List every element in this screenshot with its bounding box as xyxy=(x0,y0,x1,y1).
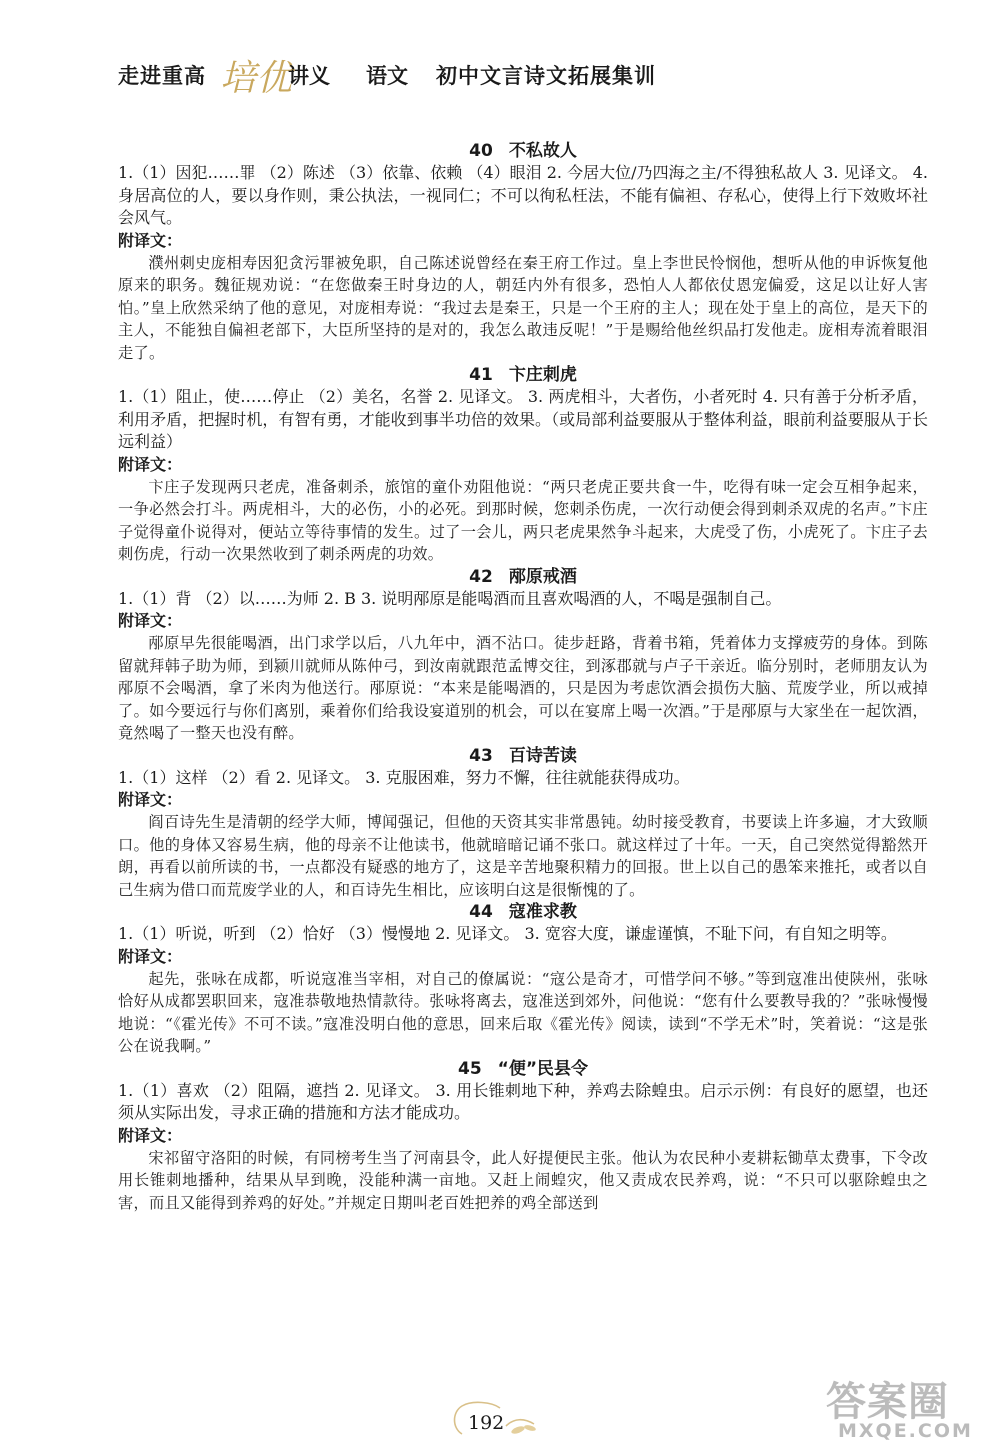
translation-text: 卞庄子发现两只老虎，准备刺杀，旅馆的童仆劝阻他说：“两只老虎正要共食一牛，吃得有味一定会互相争起来，一争必然会打斗。两虎相斗，大的必伤，小的必死。到那时候，您刺杀伤虎，一次行动便会得到刺杀双虎的名声。”卞庄子觉得童仆说得对，便站立等待事情的发生。过了一会儿，两只老虎果然争斗起来，大虎受了伤，小虎死了。卞庄子去刺伤虎，行动一次果然收到了刺杀两虎的功效。 xyxy=(118,477,928,563)
answer-text: 1.（1）阻止，使……停止 （2）美名，名誉 2. 见译文。 3. 两虎相斗，大者伤，小者死时 4. 只有善于分析矛盾，利用矛盾，把握时机，有智有勇，才能收到事半功倍的效果。（或局部利益要服从于整体利益，眼前利益要服从于长远利益） xyxy=(118,387,928,451)
section-number: 45 xyxy=(457,1058,482,1079)
section-title xyxy=(118,364,928,386)
brand-name: 走进重高 xyxy=(118,64,206,88)
section-number: 42 xyxy=(469,566,493,587)
translation-label: 附译文： xyxy=(118,1125,183,1145)
page-number: 192 xyxy=(468,1412,505,1434)
section-title xyxy=(118,901,928,923)
watermark-url: MXQE.COM xyxy=(838,1420,973,1442)
section-number: 44 xyxy=(469,902,493,922)
answer-text: 1.（1）因犯……罪 （2）陈述 （3）依靠、依赖 （4）眼泪 2. 今居大位/乃四海之主/不得独私故人 3. 见译文。 4. 身居高位的人，要以身作则，秉公执法，一视同仁；不可以徇私枉法，不能有偏袒、存私心，使得上行下效败坏社会风气。 xyxy=(118,163,928,227)
translation-text: 濮州刺史庞相寿因犯贪污罪被免职，自己陈述说曾经在秦王府工作过。皇上李世民怜悯他，想听从他的申诉恢复他原来的职务。魏征规劝说：“在您做秦王时身边的人，朝廷内外有很多，恐怕人人都依仗恩宠偏爱，这足以让好人害怕。”皇上欣然采纳了他的意见，对庞相寿说：“我过去是秦王，只是一个王府的主人；现在处于皇上的高位，是天下的主人，不能独自偏袒老部下，大臣所坚持的是对的，我怎么敢违反呢！”于是赐给他丝织品打发他走。庞相寿流着眼泪走了。 xyxy=(118,253,928,362)
translation-text: 宋祁留守洛阳的时候，有同榜考生当了河南县令，此人好提便民主张。他认为农民种小麦耕耘锄草太费事，下令改用长锥刺地播种，结果从早到晚，没能种满一亩地。又赶上闹蝗灾，他又责成农民养鸡，说：“不只可以驱除蝗虫之害，而且又能得到养鸡的好处。”并规定日期叫老百姓把养的鸡全部送到 xyxy=(118,1148,928,1212)
page-header xyxy=(118,50,678,110)
translation-label: 附译文： xyxy=(118,230,183,250)
watermark-text: 答案圈 xyxy=(826,1379,949,1425)
section-title xyxy=(118,1058,928,1080)
answer-text: 1.（1）背 （2）以……为师 2. B 3. 说明邴原是能喝酒而且喜欢喝酒的人，不喝是强制自己。 xyxy=(118,588,782,608)
section-name: 寇准求教 xyxy=(508,902,577,922)
book-title: 初中文言诗文拓展集训 xyxy=(436,64,656,88)
section-number: 40 xyxy=(469,141,493,161)
brand-logo: 培优 xyxy=(220,58,293,99)
subject-name: 语文 xyxy=(366,64,408,88)
page-footer xyxy=(448,1400,548,1444)
answer-content xyxy=(118,140,928,1214)
section-title xyxy=(118,566,928,588)
translation-text: 阎百诗先生是清朝的经学大师，博闻强记，但他的天资其实非常愚钝。幼时接受教育，书要读上许多遍，才大致顺口。他的身体又容易生病，他的母亲不让他读书，他就暗暗记诵不张口。就这样过了十年。一天，自己突然觉得豁然开朗，再看以前所读的书，一点都没有疑惑的地方了，这是辛苦地聚积精力的回报。世上以自己的愚笨来推托，或者以自己生病为借口而荒废学业的人，和百诗先生相比，应该明白这是很惭愧的了。 xyxy=(118,813,928,899)
section-40 xyxy=(118,140,928,364)
translation-label: 附译文： xyxy=(118,454,183,474)
section-number: 41 xyxy=(469,365,493,385)
section-42 xyxy=(118,566,928,745)
answer-text: 1.（1）喜欢 （2）阻隔，遮挡 2. 见译文。 3. 用长锥刺地下种，养鸡去除蝗虫。启示示例：有良好的愿望，也还须从实际出发，寻求正确的措施和方法才能成功。 xyxy=(118,1080,928,1122)
translation-label: 附译文： xyxy=(118,611,183,630)
section-44 xyxy=(118,901,928,1058)
section-43 xyxy=(118,745,928,902)
section-title xyxy=(118,140,928,162)
section-title xyxy=(118,745,928,767)
answer-text: 1.（1）听说，听到 （2）恰好 （3）慢慢地 2. 见译文。 3. 宽容大度，谦虚谨慎，不耻下问，有自知之明等。 xyxy=(118,924,897,943)
section-41 xyxy=(118,364,928,566)
section-name: 邴原戒酒 xyxy=(508,566,577,587)
section-name: 百诗苦读 xyxy=(508,745,577,766)
series-name: 讲义 xyxy=(288,64,330,88)
section-name: 不私故人 xyxy=(508,141,577,161)
section-name: “便”民县令 xyxy=(497,1058,589,1079)
section-name: 卞庄刺虎 xyxy=(508,365,577,385)
translation-label: 附译文： xyxy=(118,790,183,809)
translation-text: 起先，张咏在成都，听说寇准当宰相，对自己的僚属说：“寇公是奇才，可惜学问不够。”等到寇准出使陕州，张咏恰好从成都罢职回来，寇准恭敬地热情款待。张咏将离去，寇准送到郊外，问他说：“您有什么要教导我的？”张咏慢慢地说：“《霍光传》不可不读。”寇准没明白他的意思，回来后取《霍光传》阅读，读到“不学无术”时，笑着说：“这是张公在说我啊。” xyxy=(118,969,928,1055)
translation-label: 附译文： xyxy=(118,946,183,966)
watermark xyxy=(808,1370,998,1450)
section-45 xyxy=(118,1058,928,1215)
translation-text: 邴原早先很能喝酒，出门求学以后，八九年中，酒不沾口。徒步赶路，背着书箱，凭着体力支撑疲劳的身体。到陈留就拜韩子助为师，到颍川就师从陈仲弓，到汝南就跟范孟博交往，到涿郡就与卢子干亲近。临分别时，老师朋友认为邴原不会喝酒，拿了米肉为他送行。邴原说：“本来是能喝酒的，只是因为考虑饮酒会损伤大脑、荒废学业，所以戒掉了。如今要远行与你们离别，乘着你们给我设宴道别的机会，可以在宴席上喝一次酒。”于是邴原与大家坐在一起饮酒，竟然喝了一整天也没有醉。 xyxy=(118,634,928,742)
section-number: 43 xyxy=(469,745,493,766)
answer-text: 1.（1）这样 （2）看 2. 见译文。 3. 克服困难，努力不懈，往往就能获得成功。 xyxy=(118,767,690,787)
